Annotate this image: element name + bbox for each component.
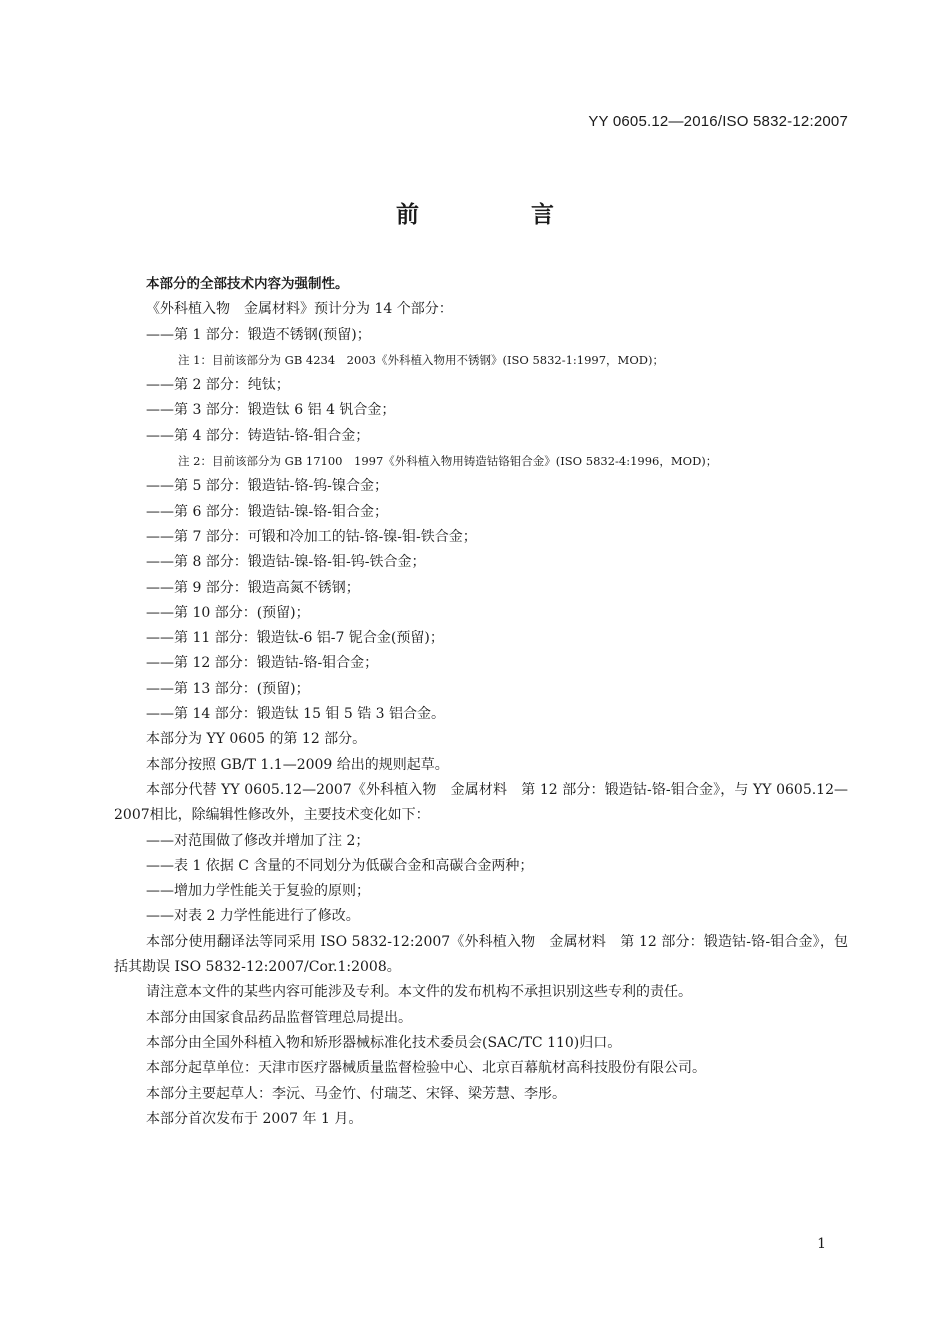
list-item: ——第 6 部分：锻造钴-镍-铬-钼合金；	[146, 503, 388, 520]
paragraph-patent: 请注意本文件的某些内容可能涉及专利。本文件的发布机构不承担识别这些专利的责任。	[146, 984, 692, 1001]
change-item: ——对表 2 力学性能进行了修改。	[146, 908, 360, 925]
list-item: ——第 3 部分：锻造钛 6 铝 4 钒合金；	[146, 402, 396, 419]
page-title: 前 言	[395, 202, 606, 228]
change-item: ——表 1 依据 C 含量的不同划分为低碳合金和高碳合金两种；	[146, 857, 534, 874]
paragraph-adoption: 本部分使用翻译法等同采用 ISO 5832-12:2007《外科植入物 金属材料 第 12 部分：锻造钴-铬-钼合金》，包括其勘误 ISO 5832-12:2007/Cor.1:2008。	[114, 933, 848, 976]
list-item: ——第 1 部分：锻造不锈钢(预留)；	[146, 326, 371, 343]
paragraph: 本部分首次发布于 2007 年 1 月。	[146, 1110, 363, 1127]
paragraph: 本部分为 YY 0605 的第 12 部分。	[146, 731, 367, 748]
foreword-body	[114, 272, 848, 1132]
paragraph: 本部分由国家食品药品监督管理总局提出。	[146, 1009, 412, 1026]
list-item: ——第 11 部分：锻造钛-6 铝-7 铌合金(预留)；	[146, 630, 444, 647]
list-item: ——第 12 部分：锻造钴-铬-钼合金；	[146, 655, 379, 672]
change-item: ——对范围做了修改并增加了注 2；	[146, 832, 370, 849]
mandatory-statement: 本部分的全部技术内容为强制性。	[146, 276, 349, 292]
paragraph: 本部分主要起草人：李沅、马金竹、付瑞芝、宋铎、梁芳慧、李彤。	[146, 1085, 566, 1102]
list-item: ——第 14 部分：锻造钛 15 钼 5 锆 3 铝合金。	[146, 706, 446, 723]
paragraph: 本部分起草单位：天津市医疗器械质量监督检验中心、北京百幕航材高科技股份有限公司。	[146, 1060, 706, 1077]
change-item: ——增加力学性能关于复验的原则；	[146, 883, 370, 900]
standard-code: YY 0605.12—2016/ISO 5832-12:2007	[588, 113, 848, 130]
list-item: ——第 9 部分：锻造高氮不锈钢；	[146, 579, 360, 596]
note: 注 1：目前该部分为 GB 4234 2003《外科植入物用不锈钢》(ISO 5832-1:1997，MOD)；	[178, 352, 664, 367]
paragraph: 本部分按照 GB/T 1.1—2009 给出的规则起草。	[146, 756, 449, 773]
list-item: ——第 2 部分：纯钛；	[146, 377, 290, 394]
list-item: ——第 5 部分：锻造钴-铬-钨-镍合金；	[146, 478, 388, 495]
list-item: ——第 4 部分：铸造钴-铬-钼合金；	[146, 427, 370, 444]
list-item: ——第 10 部分：(预留)；	[146, 604, 310, 621]
list-item: ——第 8 部分：锻造钴-镍-铬-钼-钨-铁合金；	[146, 554, 426, 571]
note: 注 2：目前该部分为 GB 17100 1997《外科植入物用铸造钴铬钼合金》(ISO 5832-4:1996，MOD)；	[178, 454, 718, 469]
list-item: ——第 7 部分：可锻和冷加工的钴-铬-镍-钼-铁合金；	[146, 528, 477, 545]
paragraph: 本部分由全国外科植入物和矫形器械标准化技术委员会(SAC/TC 110)归口。	[146, 1034, 622, 1051]
page-number: 1	[817, 1236, 826, 1252]
list-item: ——第 13 部分：(预留)；	[146, 680, 310, 697]
series-intro: 《外科植入物 金属材料》预计分为 14 个部分：	[146, 301, 453, 318]
paragraph-replaces: 本部分代替 YY 0605.12—2007《外科植入物 金属材料 第 12 部分：锻造钴-铬-钼合金》，与 YY 0605.12—2007相比，除编辑性修改外，主要技术变化如下：	[114, 781, 848, 824]
